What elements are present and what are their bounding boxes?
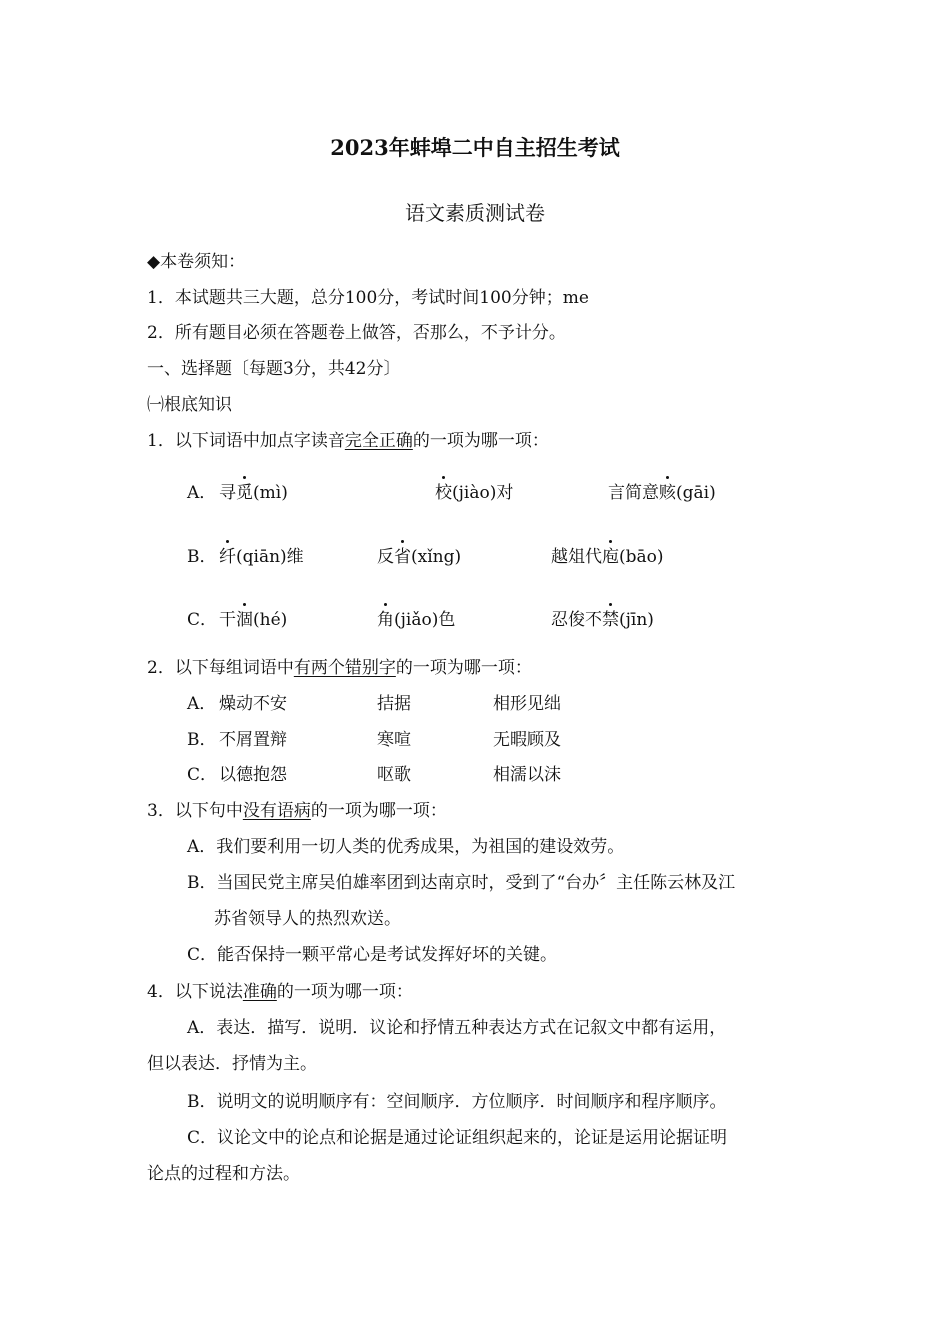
question-text: 4．以下说法	[147, 982, 243, 1002]
dotted-char: 禁	[602, 610, 619, 630]
dotted-char: 赅	[659, 483, 676, 503]
question-text: 3．以下句中	[147, 801, 243, 821]
option-label: B．	[187, 547, 217, 567]
word-item: 以德抱怨	[219, 765, 287, 785]
question-2-stem	[147, 656, 532, 680]
question-3-stem	[147, 799, 447, 823]
word-text: (mì)	[253, 483, 288, 503]
page-title: 2023年蚌埠二中自主招生考试	[330, 135, 620, 160]
question-emphasis: 有两个错别字	[293, 658, 396, 678]
dotted-char: 觅	[236, 483, 253, 503]
word-item: 相濡以沫	[493, 765, 561, 785]
word-text: 越俎代	[551, 547, 602, 567]
option-text: B．说明文的说明顺序有：空间顺序．方位顺序．时间顺序和程序顺序。	[187, 1092, 727, 1112]
notice-heading: ◆本卷须知：	[147, 252, 246, 272]
notice-item: 1．本试题共三大题，总分100分，考试时间100分钟；me	[147, 288, 589, 308]
dotted-char: 纤	[219, 547, 236, 567]
option-text: A．我们要利用一切人类的优秀成果，为祖国的建设效劳。	[187, 837, 625, 857]
word-text: (bāo)	[619, 547, 664, 567]
word-item	[551, 545, 664, 569]
word-item: 无暇顾及	[493, 730, 561, 750]
word-item	[551, 608, 654, 632]
option-label: C．	[187, 765, 218, 785]
question-text: 的一项为哪一项：	[412, 431, 549, 451]
word-item: 燥动不安	[219, 694, 287, 714]
word-text: (hé)	[253, 610, 288, 630]
question-emphasis: 准确	[242, 982, 277, 1002]
dotted-char: 省	[394, 547, 411, 567]
question-text: 的一项为哪一项：	[395, 658, 532, 678]
word-item: 寒喧	[377, 730, 411, 750]
word-text: (gāi)	[676, 483, 716, 503]
word-text: 反	[377, 547, 394, 567]
dotted-char: 校	[435, 483, 452, 503]
word-text: (jiǎo)色	[394, 610, 456, 630]
question-emphasis: 完全正确	[344, 431, 413, 451]
question-text: 2．以下每组词语中	[147, 658, 294, 678]
word-text: 寻	[219, 483, 236, 503]
word-text: (jiào)对	[452, 483, 514, 503]
option-text: C．能否保持一颗平常心是考试发挥好坏的关键。	[187, 945, 558, 965]
question-4-stem	[147, 980, 413, 1004]
option-text: C．议论文中的论点和论据是通过论证组织起来的，论证是运用论据证明	[187, 1128, 728, 1148]
word-text: (xǐng)	[411, 547, 462, 567]
word-item	[435, 481, 513, 505]
word-item	[219, 545, 304, 569]
page-subtitle: 语文素质测试卷	[405, 201, 545, 225]
question-text: 1．以下词语中加点字读音	[147, 431, 345, 451]
dotted-char: 涸	[236, 610, 253, 630]
dotted-char: 角	[377, 610, 394, 630]
option-label: C．	[187, 610, 218, 630]
question-text: 的一项为哪一项：	[310, 801, 447, 821]
option-text-continued: 但以表达．抒情为主。	[147, 1054, 317, 1074]
option-label: A．	[187, 483, 217, 503]
word-item: 呕歌	[377, 765, 411, 785]
word-text: 忍俊不	[551, 610, 602, 630]
word-item	[219, 481, 288, 505]
dotted-char: 庖	[602, 547, 619, 567]
word-item: 拮据	[377, 694, 411, 714]
word-text: (jīn)	[619, 610, 654, 630]
question-emphasis: 没有语病	[242, 801, 311, 821]
word-item	[219, 608, 287, 632]
word-text: (qiān)维	[236, 547, 304, 567]
option-label: A．	[187, 694, 217, 714]
option-text: A．表达．描写．说明．议论和抒情五种表达方式在记叙文中都有运用，	[187, 1018, 727, 1038]
option-text-continued: 论点的过程和方法。	[147, 1164, 300, 1184]
word-item	[377, 608, 455, 632]
word-item: 相形见绌	[493, 694, 561, 714]
word-text: 干	[219, 610, 236, 630]
section-heading: 一、选择题〔每题3分，共42分〕	[147, 359, 401, 379]
word-item: 不屑置辩	[219, 730, 287, 750]
option-text-continued: 苏省领导人的热烈欢送。	[214, 909, 401, 929]
question-text: 的一项为哪一项：	[276, 982, 413, 1002]
option-label: B．	[187, 730, 217, 750]
word-item	[377, 545, 461, 569]
word-text: 言简意	[608, 483, 659, 503]
question-1-stem	[147, 429, 549, 453]
section-subheading: ㈠根底知识	[147, 395, 232, 415]
word-item	[608, 481, 716, 505]
option-text: B．当国民党主席吴伯雄率团到达南京时，受到了“台办〞主任陈云林及江	[187, 873, 736, 893]
notice-item: 2．所有题目必须在答题卷上做答，否那么，不予计分。	[147, 323, 566, 343]
